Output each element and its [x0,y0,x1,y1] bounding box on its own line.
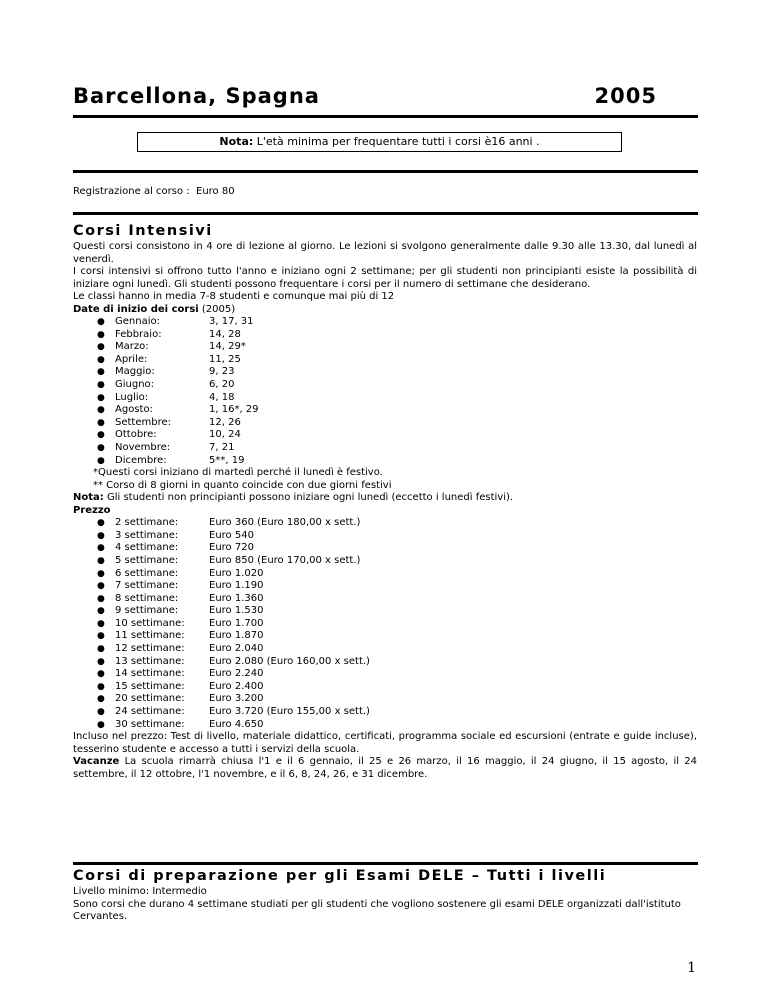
start-month-item [73,392,697,405]
start-month-value: 10, 24 [209,429,241,441]
price-value: Euro 720 [209,542,254,554]
bullet-icon: ● [97,644,105,655]
registration-label: Registrazione al corso : [73,186,190,197]
price-item [73,605,697,618]
price-value: Euro 2.080 (Euro 160,00 x sett.) [209,655,370,667]
bullet-icon: ● [97,530,105,541]
start-month-label: Agosto: [115,404,153,416]
page-number: 1 [687,960,696,976]
price-item [73,530,697,543]
start-month-value: 11, 25 [209,353,241,365]
holidays-paragraph [73,756,697,781]
start-month-label: Febbraio: [115,328,162,340]
price-label: 10 settimane: [115,617,185,629]
start-month-value: 5**, 19 [209,454,245,466]
start-month-label: Dicembre: [115,454,167,466]
price-item [73,568,697,581]
price-item [73,580,697,593]
note-label: Nota: [219,135,254,148]
start-month-label: Ottobre: [115,429,157,441]
start-month-label: Maggio: [115,366,155,378]
start-month-item [73,341,697,354]
beginners-note-text: Gli studenti non principianti possono iniziare ogni lunedì (eccetto i lunedì festivi). [103,492,514,504]
start-month-value: 7, 21 [209,441,235,453]
header-city: Barcellona, Spagna [73,84,320,108]
beginners-note-label: Nota: [73,492,104,504]
price-label: 2 settimane: [115,517,179,529]
bullet-icon: ● [97,543,105,554]
minimum-age-note [137,132,622,152]
price-label: 12 settimane: [115,643,185,655]
price-label: 8 settimane: [115,592,179,604]
bullet-icon: ● [97,669,105,680]
dele-section-body [73,886,697,924]
bullet-icon: ● [97,455,105,466]
price-heading [73,505,697,518]
dele-level: Livello minimo: Intermedio [73,886,207,897]
dele-top-rule [73,862,698,865]
beginners-note [73,492,697,505]
price-label: 9 settimane: [115,605,179,617]
bullet-icon: ● [97,405,105,416]
price-item [73,668,697,681]
price-value: Euro 1.190 [209,580,264,592]
bullet-icon: ● [97,631,105,642]
start-dates-list [73,316,697,467]
bullet-icon: ● [97,442,105,453]
price-item [73,555,697,568]
start-month-item [73,329,697,342]
dates-heading [73,304,697,317]
price-label: 11 settimane: [115,630,185,642]
price-label: 15 settimane: [115,680,185,692]
price-label: 5 settimane: [115,554,179,566]
footnote-2: ** Corso di 8 giorni in quanto coincide con due giorni festivi [93,479,392,491]
price-value: Euro 1.360 [209,592,264,604]
price-value: Euro 1.530 [209,605,264,617]
start-month-item [73,455,697,468]
start-month-value: 14, 28 [209,328,241,340]
start-month-label: Giugno: [115,378,155,390]
start-month-item [73,404,697,417]
start-month-value: 3, 17, 31 [209,316,254,327]
start-month-item [73,354,697,367]
price-value: Euro 2.240 [209,668,264,680]
price-item [73,706,697,719]
start-month-label: Aprile: [115,353,148,365]
price-label: 14 settimane: [115,668,185,680]
start-month-item [73,379,697,392]
bullet-icon: ● [97,581,105,592]
start-month-item [73,417,697,430]
bullet-icon: ● [97,342,105,353]
bullet-icon: ● [97,694,105,705]
price-value: Euro 2.400 [209,680,264,692]
price-value: Euro 3.200 [209,693,264,705]
price-value: Euro 4.650 [209,718,264,730]
bullet-icon: ● [97,329,105,340]
header-year: 2005 [594,84,657,108]
bullet-icon: ● [97,518,105,529]
bullet-icon: ● [97,417,105,428]
price-item [73,656,697,669]
price-list [73,517,697,731]
bullet-icon: ● [97,430,105,441]
price-value: Euro 1.870 [209,630,264,642]
price-item [73,618,697,631]
intensive-section-body [73,241,697,781]
bullet-icon: ● [97,555,105,566]
registration-value: Euro 80 [196,186,235,197]
bullet-icon: ● [97,719,105,730]
intensive-paragraph-3: Le classi hanno in media 7-8 studenti e comunque mai più di 12 [73,291,395,302]
price-label: 6 settimane: [115,567,179,579]
price-item [73,643,697,656]
price-value: Euro 1.700 [209,617,264,629]
bullet-icon: ● [97,681,105,692]
start-month-value: 9, 23 [209,366,235,378]
bullet-icon: ● [97,606,105,617]
price-label: 20 settimane: [115,693,185,705]
registration-top-rule [73,170,698,173]
price-item [73,630,697,643]
price-item [73,593,697,606]
start-month-label: Luglio: [115,391,149,403]
price-item [73,719,697,732]
price-label: Prezzo [73,504,111,516]
start-month-label: Gennaio: [115,316,160,327]
start-month-value: 4, 18 [209,391,235,403]
bullet-icon: ● [97,656,105,667]
start-month-item [73,366,697,379]
price-value: Euro 2.040 [209,643,264,655]
price-value: Euro 1.020 [209,567,264,579]
intensive-paragraph-2: I corsi intensivi si offrono tutto l'anno e iniziano ogni 2 settimane; per gli studenti non principianti esiste la possibilità di iniziare ogni lunedì. Gli studenti possono frequentare i corsi per il numero di settimane che desiderano. [73,266,697,290]
intensive-paragraph-1: Questi corsi consistono in 4 ore di lezione al giorno. Le lezioni si svolgono generalmente dalle 9.30 alle 13.30, dal lunedì al venerdì. [73,241,697,265]
footnote-1: *Questi corsi iniziano di martedì perché il lunedì è festivo. [93,467,383,479]
section-title-dele: Corsi di preparazione per gli Esami DELE – Tutti i livelli [73,868,607,884]
dele-paragraph-1: Sono corsi che durano 4 settimane studiati per gli studenti che vogliono sostenere gli esami DELE organizzati dall'istituto Cervantes. [73,898,681,922]
price-label: 3 settimane: [115,529,179,541]
price-value: Euro 540 [209,529,254,541]
price-label: 4 settimane: [115,542,179,554]
start-month-label: Settembre: [115,416,171,428]
bullet-icon: ● [97,568,105,579]
document-header [73,84,695,114]
header-rule [73,115,698,118]
dates-label: Date di inizio dei corsi [73,303,199,315]
bullet-icon: ● [97,707,105,718]
price-item [73,681,697,694]
price-label: 30 settimane: [115,718,185,730]
bullet-icon: ● [97,367,105,378]
start-month-item [73,429,697,442]
price-label: 13 settimane: [115,655,185,667]
start-month-label: Marzo: [115,341,149,353]
price-value: Euro 3.720 (Euro 155,00 x sett.) [209,706,370,718]
start-month-value: 14, 29* [209,341,246,353]
start-month-value: 12, 26 [209,416,241,428]
note-text: L'età minima per frequentare tutti i corsi è16 anni . [256,135,540,148]
holidays-label: Vacanze [73,756,120,768]
bullet-icon: ● [97,317,105,327]
included-in-price: Incluso nel prezzo: Test di livello, materiale didattico, certificati, programma sociale ed escursioni (entrate e guide incluse), tesserino studente e accesso a tutti i servizi della scuola. [73,731,697,755]
price-value: Euro 850 (Euro 170,00 x sett.) [209,554,361,566]
bullet-icon: ● [97,354,105,365]
bullet-icon: ● [97,618,105,629]
registration-bottom-rule [73,212,698,215]
bullet-icon: ● [97,593,105,604]
price-label: 7 settimane: [115,580,179,592]
start-month-label: Novembre: [115,441,171,453]
start-month-value: 1, 16*, 29 [209,404,259,416]
price-item [73,517,697,530]
price-label: 24 settimane: [115,706,185,718]
start-month-item [73,316,697,329]
section-title-intensive: Corsi Intensivi [73,223,213,239]
price-item [73,693,697,706]
price-item [73,542,697,555]
bullet-icon: ● [97,379,105,390]
bullet-icon: ● [97,392,105,403]
holidays-text: La scuola rimarrà chiusa l'1 e il 6 gennaio, il 25 e 26 marzo, il 16 maggio, il 24 giugno, il 15 agosto, il 24 settembre, il 12 ottobre, l'1 novembre, e il 6, 8, 24, 26, e 31 dicembre. [73,756,697,780]
dates-year: (2005) [198,303,236,315]
price-value: Euro 360 (Euro 180,00 x sett.) [209,517,361,529]
start-month-item [73,442,697,455]
start-month-value: 6, 20 [209,378,235,390]
